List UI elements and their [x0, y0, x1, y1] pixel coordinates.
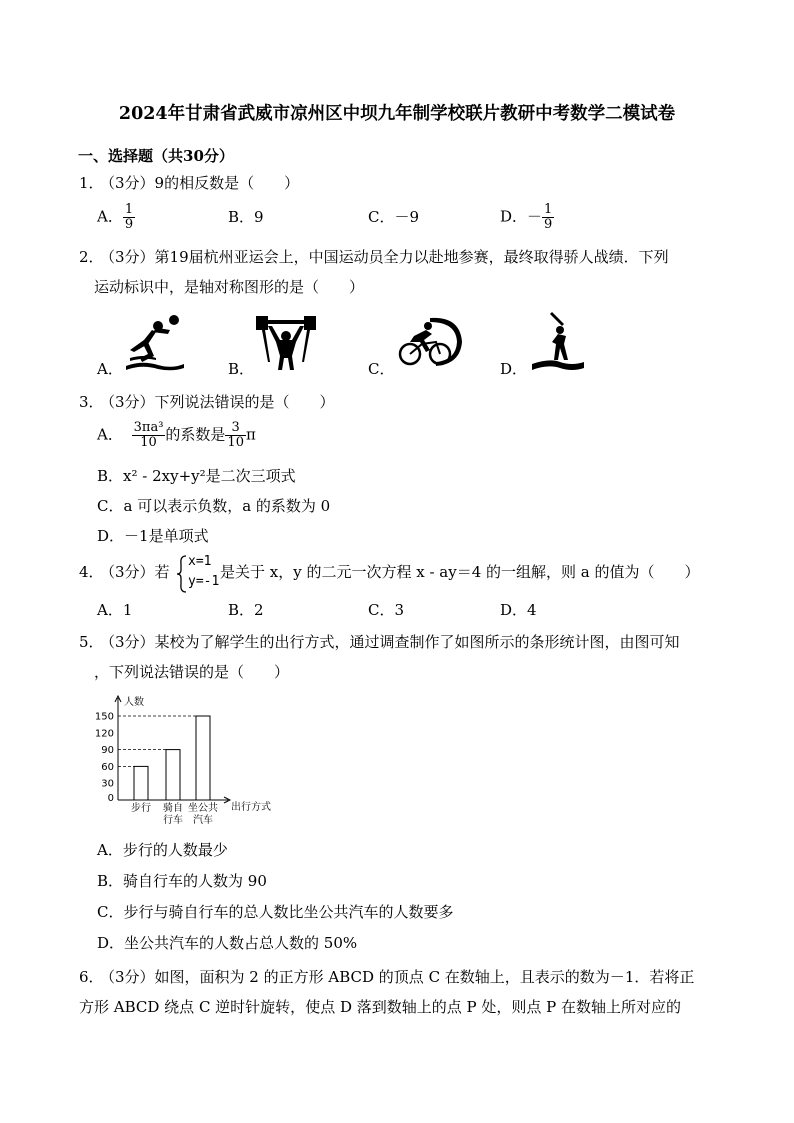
y-tick-label: 150 [94, 711, 114, 723]
question-text: （3分）若 [100, 563, 170, 581]
question-text: （3分）9的相反数是（ ） [100, 174, 300, 192]
q5-option-d: D．坐公共汽车的人数占总人数的 50% [97, 934, 358, 952]
question-text-line2: 方形 ABCD 绕点 C 逆时针旋转，使点 D 落到数轴上的点 P 处，则点 P 在数轴上所对应的 [79, 998, 682, 1016]
q1-option-a [97, 203, 135, 232]
question-text-continued: 是关于 x，y 的二元一次方程 x - ay＝4 的一组解，则 a 的值为（ ） [220, 563, 700, 581]
golfer-icon [526, 308, 588, 374]
q2-option-c-label: C． [368, 360, 395, 378]
fraction [123, 203, 135, 232]
option-text: π [245, 425, 256, 444]
q4-option-c: C．3 [368, 601, 405, 619]
q3-option-a [97, 421, 256, 450]
bar-2 [196, 716, 210, 800]
q2-option-b-label: B． [228, 360, 255, 378]
q3-option-d: D．－1是单项式 [97, 527, 209, 545]
q5-option-b: B．骑自行车的人数为 90 [97, 872, 267, 890]
question-text: （3分）某校为了解学生的出行方式，通过调查制作了如图所示的条形统计图，由图可知 [100, 633, 680, 651]
q4-option-b: B．2 [228, 601, 264, 619]
q3-option-b: B．x² - 2xy+y²是二次三项式 [97, 467, 296, 485]
system-equation-2: y=-1 [188, 574, 220, 589]
question-number: 6． [79, 968, 104, 986]
option-label: A． [97, 425, 123, 444]
q2-option-d-label: D． [500, 360, 528, 378]
x-tick-label: 步行 [131, 803, 151, 814]
denominator: 9 [544, 217, 553, 232]
y-tick-label: 90 [101, 745, 114, 757]
denominator: 10 [227, 435, 244, 450]
question-number: 2． [79, 248, 104, 266]
chart-bars [118, 716, 210, 800]
q4-option-a: A．1 [97, 601, 133, 619]
x-tick-label: 行车 [163, 815, 183, 826]
q5-option-a: A．步行的人数最少 [97, 841, 228, 859]
denominator: 9 [124, 217, 134, 232]
numerator: 1 [544, 202, 553, 217]
q3-option-c: C．a 可以表示负数，a 的系数为 0 [97, 497, 331, 515]
y-tick-label: 120 [94, 728, 114, 740]
question-text-line2: 运动标识中，是轴对称图形的是（ ） [94, 278, 365, 296]
system-equation-1: x=1 [188, 554, 212, 569]
x-tick-label: 坐公共 [188, 803, 218, 814]
question-number: 5． [79, 633, 104, 651]
bar-0 [134, 766, 148, 800]
bar-1 [166, 750, 180, 800]
q1-option-c: C．－9 [368, 208, 420, 226]
numerator: 3πa³ [133, 420, 164, 435]
weightlifter-icon [254, 312, 320, 374]
volleyball-player-icon [122, 312, 188, 374]
q5-option-c: C．步行与骑自行车的总人数比坐公共汽车的人数要多 [97, 903, 454, 921]
x-tick-label: 汽车 [193, 815, 213, 826]
cyclist-icon [396, 312, 466, 374]
option-label: D．－ [500, 207, 543, 226]
numerator: 1 [124, 202, 134, 217]
question-number: 1． [79, 174, 104, 192]
exam-title: 2024年甘肃省武威市凉州区中坝九年制学校联片教研中考数学二模试卷 [118, 104, 676, 124]
x-axis-label: 出行方式 [231, 802, 271, 813]
question-text: （3分）下列说法错误的是（ ） [100, 393, 335, 411]
y-tick-label: 60 [101, 761, 114, 773]
question-text: （3分）第19届杭州亚运会上，中国运动员全力以赴地参赛，最终取得骄人战绩．下列 [100, 248, 669, 266]
denominator: 10 [140, 435, 157, 450]
option-text: 的系数是 [165, 425, 226, 444]
x-tick-label: 骑自 [163, 803, 183, 814]
bar-chart [80, 690, 300, 830]
question-text-line2: ，下列说法错误的是（ ） [94, 663, 290, 681]
numerator: 3 [225, 421, 246, 436]
q1-option-d [500, 203, 554, 232]
y-tick-label: 30 [101, 778, 114, 790]
q1-option-b: B．9 [228, 208, 264, 226]
fraction [542, 203, 554, 232]
y-tick-label: 0 [107, 793, 114, 804]
question-number: 4． [79, 563, 104, 581]
question-text: （3分）如图，面积为 2 的正方形 ABCD 的顶点 C 在数轴上，且表示的数为－1．若将正 [100, 968, 695, 986]
left-brace-icon [176, 554, 188, 594]
q2-option-a-label: A． [97, 360, 123, 378]
chart-labels [95, 695, 271, 826]
section-heading: 一、选择题（共30分） [78, 147, 234, 165]
q4-option-d: D．4 [500, 601, 537, 619]
fraction [132, 421, 166, 450]
option-label: A． [97, 207, 123, 226]
fraction [225, 421, 246, 450]
y-axis-label: 人数 [124, 697, 144, 708]
question-number: 3． [79, 393, 104, 411]
